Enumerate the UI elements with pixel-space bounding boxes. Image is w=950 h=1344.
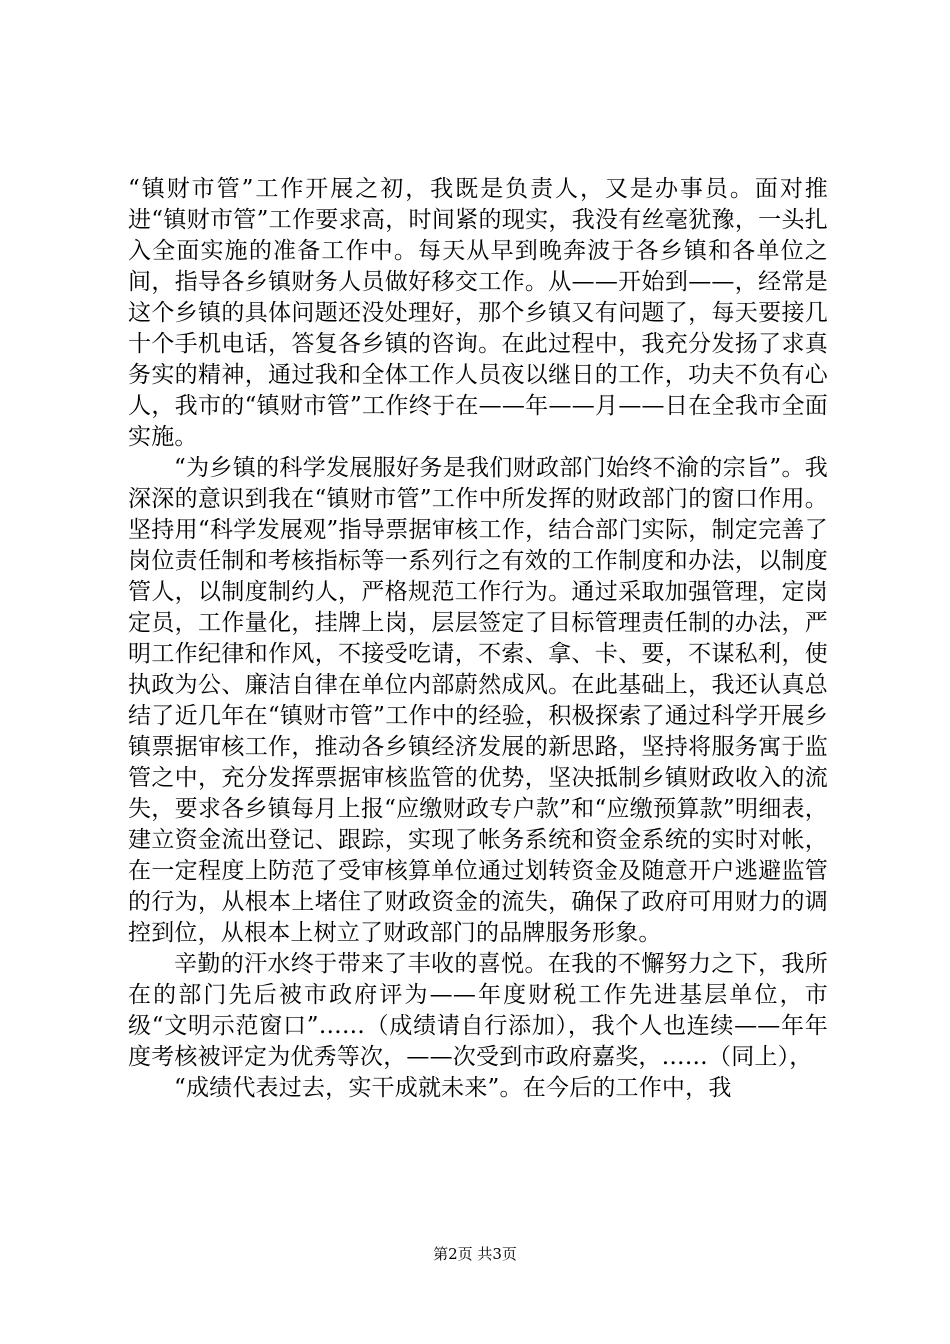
paragraph-3: 辛勤的汗水终于带来了丰收的喜悦。在我的不懈努力之下，我所在的部门先后被市政府评为——年度财税工作先进基层单位，市级“文明示范窗口”……（成绩请自行添加），我个人也连续——年年度考核被评定为优秀等次，——次受到市政府嘉奖，……（同上）， bbox=[128, 951, 828, 1070]
paragraph-4: “成绩代表过去，实干成就未来”。在今后的工作中，我 bbox=[174, 1075, 732, 1101]
paragraph-1: “镇财市管”工作开展之初，我既是负责人，又是办事员。面对推进“镇财市管”工作要求高，时间紧的现实，我没有丝毫犹豫，一头扎入全面实施的准备工作中。每天从早到晚奔波于各乡镇和各单位之间，指导各乡镇财务人员做好移交工作。从——开始到——，经常是这个乡镇的具体问题还没处理好，那个乡镇又有问题了，每天要接几十个手机电话，答复各乡镇的咨询。在此过程中，我充分发扬了求真务实的精神，通过我和全体工作人员夜以继日的工作，功夫不负有心人，我市的“镇财市管”工作终于在——年——月——日在全我市全面实施。 bbox=[128, 176, 828, 450]
page-number-footer: 第2页 共3页 bbox=[433, 1245, 517, 1263]
paragraph-2: “为乡镇的科学发展服好务是我们财政部门始终不渝的宗旨”。我深深的意识到我在“镇财市管”工作中所发挥的财政部门的窗口作用。坚持用“科学发展观”指导票据审核工作，结合部门实际，制定完善了岗位责任制和考核指标等一系列行之有效的工作制度和办法，以制度管人，以制度制约人，严格规范工作行为。通过采取加强管理，定岗定员，工作量化，挂牌上岗，层层签定了目标管理责任制的办法，严明工作纪律和作风，不接受吃请，不索、拿、卡、要，不谋私利，使执政为公、廉洁自律在单位内部蔚然成风。在此基础上，我还认真总结了近几年在“镇财市管”工作中的经验，积极探索了通过科学开展乡镇票据审核工作，推动各乡镇经济发展的新思路，坚持将服务寓于监管之中，充分发挥票据审核监管的优势，坚决抵制乡镇财政收入的流失，要求各乡镇每月上报“应缴财政专户款”和“应缴预算款”明细表，建立资金流出登记、跟踪，实现了帐务系统和资金系统的实时对帐，在一定程度上防范了受审核算单位通过划转资金及随意开户逃避监管的行为，从根本上堵住了财政资金的流失，确保了政府可用财力的调控到位，从根本上树立了财政部门的品牌服务形象。 bbox=[128, 455, 828, 946]
document-body bbox=[128, 174, 828, 1104]
